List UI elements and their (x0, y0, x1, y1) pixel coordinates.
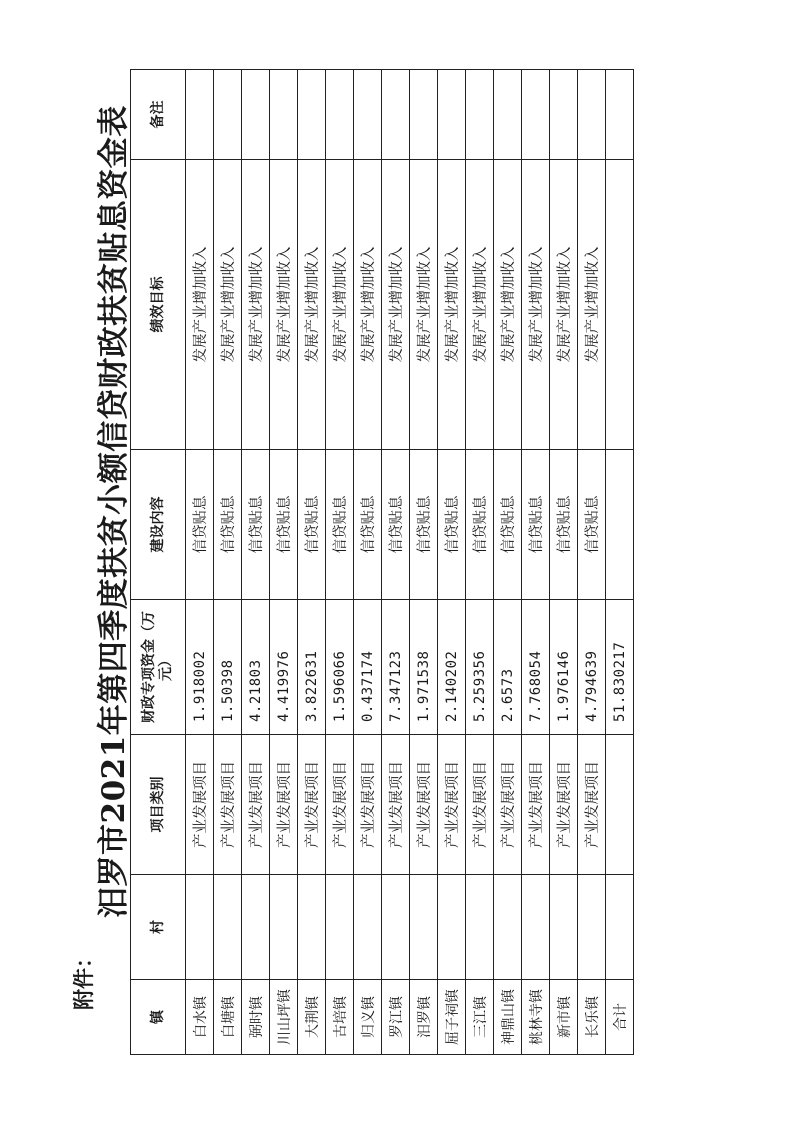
cell-village (242, 875, 270, 980)
cell-category: 产业发展项目 (494, 735, 522, 875)
cell-content: 信贷贴息 (438, 450, 466, 600)
table-row (354, 70, 382, 1055)
funds-table-container (130, 70, 640, 1055)
cell-village (550, 875, 578, 980)
cell-remark (354, 70, 382, 160)
cell-village (326, 875, 354, 980)
cell-remark (466, 70, 494, 160)
table-row (494, 70, 522, 1055)
cell-remark (214, 70, 242, 160)
cell-target: 发展产业增加收入 (494, 160, 522, 450)
cell-remark (606, 70, 634, 160)
cell-village (522, 875, 550, 980)
cell-content: 信贷贴息 (578, 450, 606, 600)
cell-funds: 1.976146 (550, 600, 578, 735)
cell-content: 信贷贴息 (494, 450, 522, 600)
total-row (606, 70, 634, 1055)
cell-village (214, 875, 242, 980)
cell-target (606, 160, 634, 450)
cell-target: 发展产业增加收入 (578, 160, 606, 450)
cell-village (438, 875, 466, 980)
cell-remark (578, 70, 606, 160)
cell-target: 发展产业增加收入 (354, 160, 382, 450)
table-row (522, 70, 550, 1055)
cell-content: 信贷贴息 (550, 450, 578, 600)
cell-target: 发展产业增加收入 (382, 160, 410, 450)
cell-category (606, 735, 634, 875)
cell-funds: 4.794639 (578, 600, 606, 735)
header-funds: 财政专项资金（万元） (131, 600, 186, 735)
cell-content: 信贷贴息 (522, 450, 550, 600)
cell-funds: 7.768054 (522, 600, 550, 735)
cell-category: 产业发展项目 (354, 735, 382, 875)
table-row (242, 70, 270, 1055)
cell-town: 白塘镇 (214, 980, 242, 1055)
total-funds: 51.830217 (606, 600, 634, 735)
cell-category: 产业发展项目 (214, 735, 242, 875)
cell-content (606, 450, 634, 600)
cell-village (606, 875, 634, 980)
cell-town: 神鼎山镇 (494, 980, 522, 1055)
cell-funds: 3.822631 (298, 600, 326, 735)
cell-content: 信贷贴息 (382, 450, 410, 600)
header-target: 绩效目标 (131, 160, 186, 450)
header-remark: 备注 (131, 70, 186, 160)
cell-funds: 5.259356 (466, 600, 494, 735)
header-content: 建设内容 (131, 450, 186, 600)
cell-category: 产业发展项目 (522, 735, 550, 875)
cell-category: 产业发展项目 (550, 735, 578, 875)
cell-funds: 2.140202 (438, 600, 466, 735)
table-row (270, 70, 298, 1055)
cell-category: 产业发展项目 (438, 735, 466, 875)
cell-category: 产业发展项目 (466, 735, 494, 875)
cell-content: 信贷贴息 (298, 450, 326, 600)
cell-funds: 1.918002 (186, 600, 214, 735)
cell-target: 发展产业增加收入 (326, 160, 354, 450)
cell-funds: 4.419976 (270, 600, 298, 735)
cell-village (494, 875, 522, 980)
cell-funds: 0.437174 (354, 600, 382, 735)
total-label: 合计 (606, 980, 634, 1055)
table-row (298, 70, 326, 1055)
cell-village (578, 875, 606, 980)
cell-category: 产业发展项目 (242, 735, 270, 875)
header-town: 镇 (131, 980, 186, 1055)
cell-town: 桃林寺镇 (522, 980, 550, 1055)
cell-content: 信贷贴息 (354, 450, 382, 600)
cell-funds: 1.596066 (326, 600, 354, 735)
cell-village (466, 875, 494, 980)
cell-funds: 7.347123 (382, 600, 410, 735)
cell-town: 屈子祠镇 (438, 980, 466, 1055)
cell-town: 长乐镇 (578, 980, 606, 1055)
cell-funds: 1.971538 (410, 600, 438, 735)
cell-remark (494, 70, 522, 160)
cell-remark (550, 70, 578, 160)
cell-content: 信贷贴息 (326, 450, 354, 600)
cell-village (410, 875, 438, 980)
cell-target: 发展产业增加收入 (522, 160, 550, 450)
attachment-label: 附件： (72, 947, 96, 1010)
cell-category: 产业发展项目 (298, 735, 326, 875)
cell-village (270, 875, 298, 980)
cell-remark (522, 70, 550, 160)
cell-target: 发展产业增加收入 (550, 160, 578, 450)
cell-content: 信贷贴息 (466, 450, 494, 600)
cell-target: 发展产业增加收入 (214, 160, 242, 450)
cell-town: 白水镇 (186, 980, 214, 1055)
header-category: 项目类别 (131, 735, 186, 875)
cell-town: 新市镇 (550, 980, 578, 1055)
cell-category: 产业发展项目 (326, 735, 354, 875)
cell-content: 信贷贴息 (410, 450, 438, 600)
table-row (410, 70, 438, 1055)
table-row (466, 70, 494, 1055)
cell-village (186, 875, 214, 980)
cell-target: 发展产业增加收入 (410, 160, 438, 450)
cell-category: 产业发展项目 (270, 735, 298, 875)
cell-target: 发展产业增加收入 (242, 160, 270, 450)
cell-remark (270, 70, 298, 160)
table-row (382, 70, 410, 1055)
page-title: 汨罗市2021年第四季度扶贫小额信贷财政扶贫贴息资金表 (96, 105, 132, 918)
cell-town: 三江镇 (466, 980, 494, 1055)
cell-target: 发展产业增加收入 (270, 160, 298, 450)
cell-content: 信贷贴息 (186, 450, 214, 600)
cell-remark (410, 70, 438, 160)
cell-town: 川山坪镇 (270, 980, 298, 1055)
cell-remark (298, 70, 326, 160)
cell-content: 信贷贴息 (270, 450, 298, 600)
cell-category: 产业发展项目 (382, 735, 410, 875)
cell-target: 发展产业增加收入 (186, 160, 214, 450)
cell-funds: 2.6573 (494, 600, 522, 735)
cell-category: 产业发展项目 (410, 735, 438, 875)
table-row (578, 70, 606, 1055)
cell-town: 古培镇 (326, 980, 354, 1055)
cell-funds: 4.21803 (242, 600, 270, 735)
cell-remark (326, 70, 354, 160)
cell-target: 发展产业增加收入 (438, 160, 466, 450)
cell-category: 产业发展项目 (186, 735, 214, 875)
cell-content: 信贷贴息 (242, 450, 270, 600)
cell-content: 信贷贴息 (214, 450, 242, 600)
cell-town: 大荆镇 (298, 980, 326, 1055)
cell-town: 汨罗镇 (410, 980, 438, 1055)
cell-village (382, 875, 410, 980)
table-row (214, 70, 242, 1055)
cell-remark (438, 70, 466, 160)
cell-category: 产业发展项目 (578, 735, 606, 875)
table-body (186, 70, 634, 1055)
header-village: 村 (131, 875, 186, 980)
funds-table (130, 69, 634, 1055)
cell-target: 发展产业增加收入 (298, 160, 326, 450)
cell-village (298, 875, 326, 980)
table-row (186, 70, 214, 1055)
table-row (438, 70, 466, 1055)
cell-remark (186, 70, 214, 160)
cell-town: 弼时镇 (242, 980, 270, 1055)
table-row (326, 70, 354, 1055)
table-row (550, 70, 578, 1055)
cell-target: 发展产业增加收入 (466, 160, 494, 450)
cell-funds: 1.50398 (214, 600, 242, 735)
cell-remark (242, 70, 270, 160)
cell-town: 归义镇 (354, 980, 382, 1055)
cell-remark (382, 70, 410, 160)
table-header-row (131, 70, 186, 1055)
cell-village (354, 875, 382, 980)
cell-town: 罗江镇 (382, 980, 410, 1055)
